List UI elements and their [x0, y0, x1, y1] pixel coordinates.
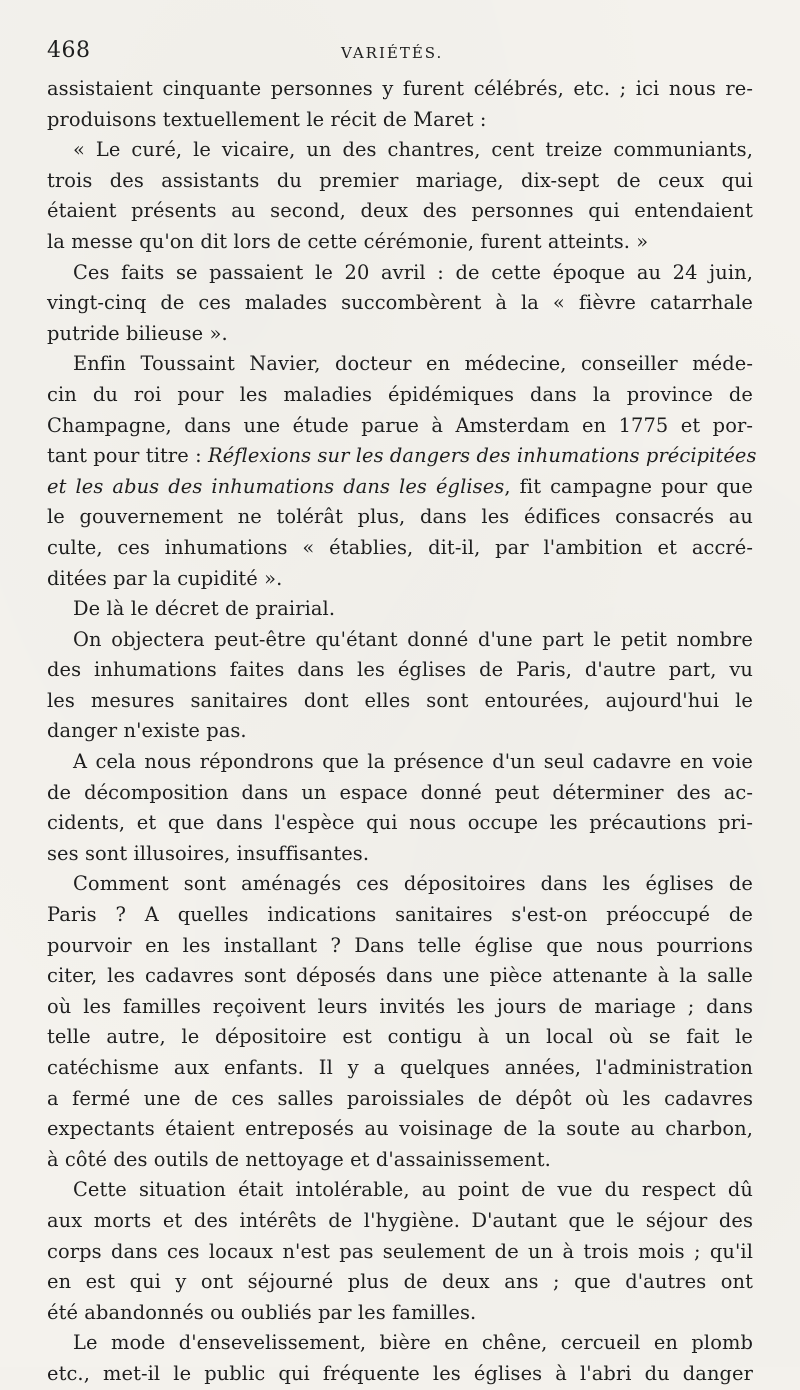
text-line: aux morts et des intérêts de l'hygiène. D'autant que le séjour des [47, 1208, 753, 1232]
text-line: Enfin Toussaint Navier, docteur en médecine, conseiller méde- [73, 352, 753, 376]
text-line [47, 441, 757, 472]
text-run: tant pour titre : [47, 444, 208, 468]
page-number: 468 [47, 38, 91, 63]
text-line: pourvoir en les installant ? Dans telle église que nous pourrions [47, 933, 753, 957]
text-line: la messe qu'on dit lors de cette cérémonie, furent atteints. » [47, 229, 649, 253]
text-line: Champagne, dans une étude parue à Amsterdam en 1775 et por- [47, 413, 753, 437]
text-line: ses sont illusoires, insuffisantes. [47, 841, 370, 865]
running-head: VARIÉTÉS. [341, 44, 444, 62]
text-line: Ces faits se passaient le 20 avril : de cette époque au 24 juin, [73, 260, 753, 284]
text-line: ditées par la cupidité ». [47, 566, 283, 590]
text-line: On objectera peut-être qu'étant donné d'une part le petit nombre [73, 627, 753, 651]
text-line: Paris ? A quelles indications sanitaires s'est-on préoccupé de [47, 903, 753, 927]
text-line: de décomposition dans un espace donné peut déterminer des ac- [47, 780, 753, 804]
text-line: « Le curé, le vicaire, un des chantres, cent treize communiants, [73, 138, 753, 162]
text-line: citer, les cadavres sont déposés dans une pièce attenante à la salle [47, 964, 753, 988]
text-line: culte, ces inhumations « établies, dit-il, par l'ambition et accré- [47, 535, 753, 559]
text-line: Le mode d'ensevelissement, bière en chêne, cercueil en plomb [73, 1331, 753, 1355]
text-line: a fermé une de ces salles paroissiales de dépôt où les cadavres [47, 1086, 753, 1110]
page-header [47, 38, 753, 72]
text-line: telle autre, le dépositoire est contigu à un local où se fait le [47, 1025, 753, 1049]
text-line: expectants étaient entreposés au voisinage de la soute au charbon, [47, 1117, 753, 1141]
text-line: cin du roi pour les maladies épidémiques dans la province de [47, 382, 753, 406]
text-line: vingt-cinq de ces malades succombèrent à la « fièvre catarrhale [47, 291, 753, 315]
text-line: produisons textuellement le récit de Maret : [47, 107, 487, 131]
text-line: putride bilieuse ». [47, 321, 228, 345]
text-line: le gouvernement ne tolérât plus, dans les édifices consacrés au [47, 505, 753, 529]
text-line: où les familles reçoivent leurs invités les jours de mariage ; dans [47, 994, 753, 1018]
text-line: les mesures sanitaires dont elles sont entourées, aujourd'hui le [47, 688, 753, 712]
text-line: De là le décret de prairial. [73, 597, 336, 621]
text-line: en est qui y ont séjourné plus de deux ans ; que d'autres ont [47, 1270, 753, 1294]
text-line: des inhumations faites dans les églises de Paris, d'autre part, vu [47, 658, 753, 682]
text-line: assistaient cinquante personnes y furent célébrés, etc. ; ici nous re- [47, 77, 753, 100]
text-line: corps dans ces locaux n'est pas seulement de un à trois mois ; qu'il [47, 1239, 753, 1263]
text-line: danger n'existe pas. [47, 719, 247, 743]
text-line: Comment sont aménagés ces dépositoires dans les églises de [73, 872, 753, 896]
text-line: à côté des outils de nettoyage et d'assainissement. [47, 1147, 551, 1171]
text-run: , fit campagne pour que [504, 474, 753, 498]
text-line: été abandonnés ou oubliés par les familles. [47, 1300, 477, 1324]
text-line: trois des assistants du premier mariage, dix-sept de ceux qui [47, 168, 753, 192]
text-line: Cette situation était intolérable, au point de vue du respect dû [73, 1178, 753, 1202]
text-line: cidents, et que dans l'espèce qui nous occupe les précautions pri- [47, 811, 753, 835]
text-line: etc., met-il le public qui fréquente les églises à l'abri du danger [47, 1361, 753, 1385]
book-title-italic: Réflexions sur les dangers des inhumations précipitées [208, 444, 757, 468]
book-title-italic: et les abus des inhumations dans les églises [47, 474, 505, 498]
text-line [47, 472, 753, 503]
body-text [47, 74, 757, 1390]
text-line: catéchisme aux enfants. Il y a quelques années, l'administration [47, 1056, 753, 1079]
text-line: étaient présents au second, deux des personnes qui entendaient [47, 199, 753, 223]
text-line: A cela nous répondrons que la présence d'un seul cadavre en voie [73, 750, 753, 774]
